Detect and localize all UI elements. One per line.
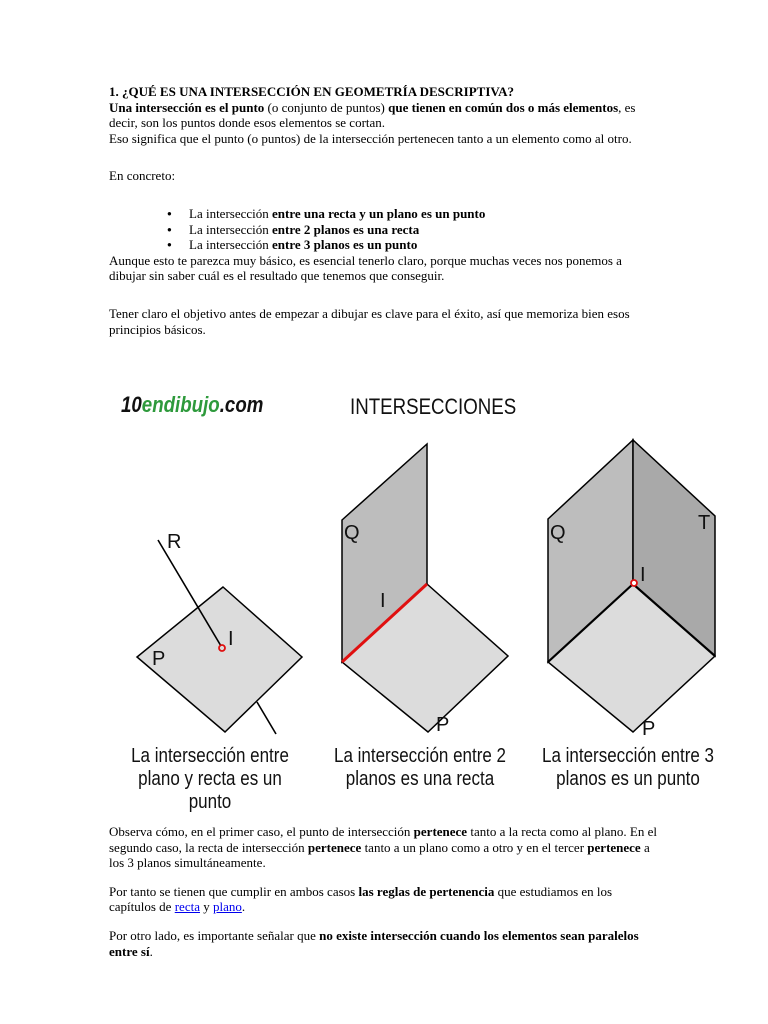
- paragraph-7: Por tanto se tienen que cumplir en ambos casos las reglas de pertenencia que estudiamos en los capítulos de recta y plano.: [109, 883, 613, 915]
- label-i-3: I: [640, 564, 646, 586]
- document-body: [109, 84, 661, 337]
- paragraph-en-concreto: En concreto:: [109, 168, 176, 184]
- intro-text-2: , es decir, son los puntos donde esos elementos se cortan.: [109, 99, 636, 131]
- figure-drawing: [100, 384, 730, 802]
- intro-text-1: (o conjunto de puntos): [264, 99, 389, 115]
- intro-bold-2: que tienen en común dos o más elementos: [388, 99, 619, 115]
- caption-1: La intersección entre plano y recta es un punto: [131, 745, 289, 813]
- document-body-lower: [109, 811, 661, 972]
- paragraph-2: Eso significa que el punto (o puntos) de la intersección pertenecen tanto a un elemento como al otro.: [109, 130, 632, 146]
- caption-3: La intersección entre 3 planos es un punto: [542, 745, 714, 790]
- intro-bold-1: Una intersección es el punto: [109, 99, 265, 115]
- caption-2: La intersección entre 2 planos es una recta: [334, 745, 506, 790]
- logo: 10endibujo.com: [121, 392, 264, 417]
- intro-paragraph: [109, 100, 661, 131]
- list-item: ● La intersección entre 2 planos es una recta: [109, 222, 661, 238]
- paragraph-6: Observa cómo, en el primer caso, el punto de intersección pertenece tanto a la recta como al plano. En el segundo caso, la recta de intersección pertenece tanto a un plano como a otro y en el tercer pertenece a los 3 planos simultáneamente.: [109, 824, 657, 871]
- label-r: R: [167, 531, 182, 553]
- label-t-3: T: [698, 512, 711, 534]
- label-i-1: I: [228, 628, 234, 650]
- label-q-2: Q: [344, 522, 360, 544]
- line-r-lower: [257, 702, 276, 734]
- label-i-2: I: [380, 590, 386, 612]
- link-recta[interactable]: recta: [174, 899, 200, 915]
- link-plano[interactable]: plano: [212, 899, 242, 915]
- intersection-point-3: [631, 580, 637, 586]
- paragraph-4: Aunque esto te parezca muy básico, es esencial tenerlo claro, porque muchas veces nos ponemos a dibujar sin saber cuál es el resultado que tenemos que conseguir.: [109, 252, 622, 284]
- paragraph-5: Tener claro el objetivo antes de empezar a dibujar es clave para el éxito, así que memoriza bien esos principios básicos.: [109, 305, 630, 337]
- label-p-2: P: [436, 714, 450, 736]
- bullet-list: [109, 206, 661, 253]
- figure-title: INTERSECCIONES: [350, 394, 517, 419]
- label-q-3: Q: [550, 522, 566, 544]
- label-p-3: P: [642, 718, 656, 740]
- intersections-figure: [100, 384, 730, 813]
- label-p-1: P: [152, 648, 166, 670]
- list-item: ● La intersección entre una recta y un plano es un punto: [109, 206, 661, 222]
- list-item: ● La intersección entre 3 planos es un punto: [109, 237, 661, 253]
- section-heading: 1. ¿QUÉ ES UNA INTERSECCIÓN EN GEOMETRÍA DESCRIPTIVA?: [109, 84, 515, 99]
- paragraph-8: Por otro lado, es importante señalar que no existe intersección cuando los elementos sean paralelos entre sí.: [109, 927, 639, 959]
